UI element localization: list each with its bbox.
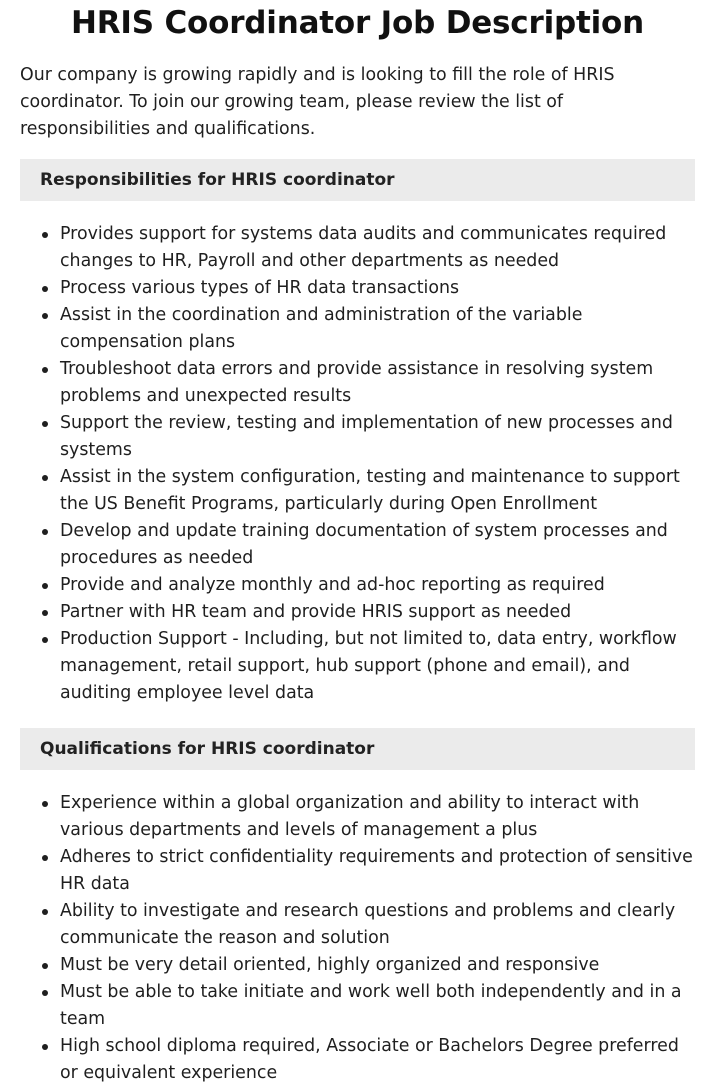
responsibility-item: Process various types of HR data transactions: [60, 275, 695, 302]
qualifications-list: [20, 790, 695, 1087]
responsibility-item: Assist in the coordination and administration of the variable compensation plans: [60, 302, 695, 356]
qualification-item: Must be able to take initiate and work well both independently and in a team: [60, 979, 695, 1033]
responsibility-item: Partner with HR team and provide HRIS support as needed: [60, 599, 695, 626]
qualification-item: High school diploma required, Associate or Bachelors Degree preferred or equivalent experience: [60, 1033, 695, 1087]
qualification-item: Must be very detail oriented, highly organized and responsive: [60, 952, 695, 979]
qualifications-heading: Qualifications for HRIS coordinator: [20, 728, 695, 770]
responsibility-item: Provide and analyze monthly and ad-hoc reporting as required: [60, 572, 695, 599]
intro-paragraph: Our company is growing rapidly and is looking to fill the role of HRIS coordinator. To join our growing team, please review the list of responsibilities and qualifications.: [20, 65, 615, 139]
responsibilities-heading: Responsibilities for HRIS coordinator: [20, 159, 695, 201]
qualification-item: Experience within a global organization and ability to interact with various departments and levels of management a plus: [60, 790, 695, 844]
responsibilities-list: [20, 221, 695, 707]
page-title: HRIS Coordinator Job Description: [70, 5, 645, 41]
responsibility-item: Troubleshoot data errors and provide assistance in resolving system problems and unexpected results: [60, 356, 695, 410]
responsibility-item: Develop and update training documentation of system processes and procedures as needed: [60, 518, 695, 572]
responsibility-item: Support the review, testing and implementation of new processes and systems: [60, 410, 695, 464]
responsibility-item: Assist in the system configuration, testing and maintenance to support the US Benefit Programs, particularly during Open Enrollment: [60, 464, 695, 518]
responsibility-item: Provides support for systems data audits and communicates required changes to HR, Payroll and other departments as needed: [60, 221, 695, 275]
qualification-item: Adheres to strict confidentiality requirements and protection of sensitive HR data: [60, 844, 695, 898]
qualification-item: Ability to investigate and research questions and problems and clearly communicate the reason and solution: [60, 898, 695, 952]
responsibility-item: Production Support - Including, but not limited to, data entry, workflow management, retail support, hub support (phone and email), and auditing employee level data: [60, 626, 695, 707]
